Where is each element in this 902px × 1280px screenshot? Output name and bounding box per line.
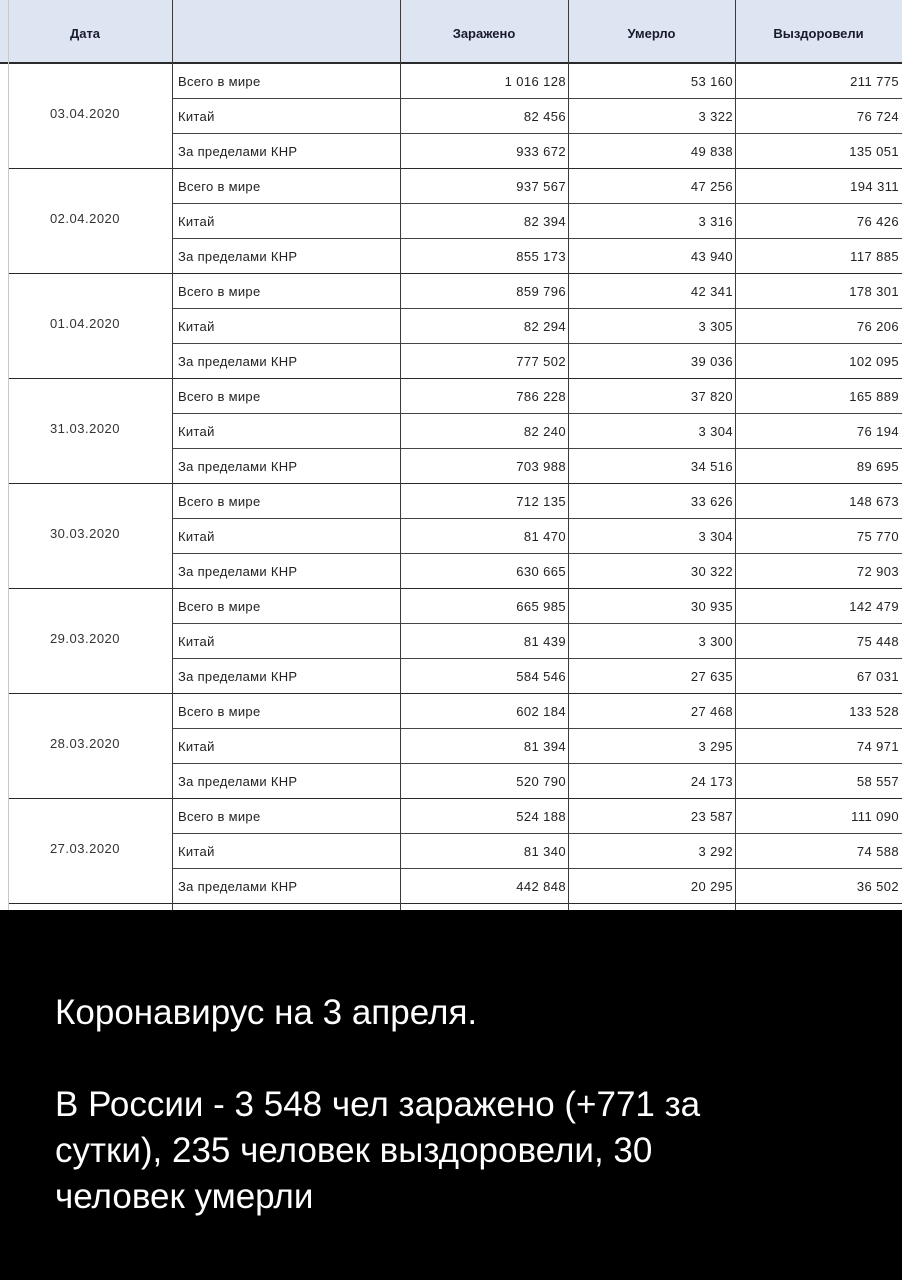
- row-label: Всего в мире: [178, 284, 261, 299]
- died-value: 3 305: [698, 319, 733, 334]
- table-row: [172, 764, 902, 799]
- row-label: За пределами КНР: [178, 144, 298, 159]
- recovered-value: 142 479: [849, 599, 899, 614]
- died-value: 27 468: [690, 704, 733, 719]
- died-value: 3 292: [698, 844, 733, 859]
- recovered-value: 178 301: [849, 284, 899, 299]
- header-date: Дата: [69, 26, 101, 41]
- grid-line: [568, 0, 569, 910]
- died-value: 49 838: [690, 144, 733, 159]
- group-date: 29.03.2020: [49, 631, 121, 646]
- row-label: За пределами КНР: [178, 564, 298, 579]
- date-group: [0, 799, 902, 904]
- recovered-value: 36 502: [856, 879, 899, 894]
- group-divider: [8, 903, 902, 904]
- died-value: 33 626: [690, 494, 733, 509]
- row-label: За пределами КНР: [178, 879, 298, 894]
- infected-value: 442 848: [516, 879, 566, 894]
- infected-value: 81 439: [523, 634, 566, 649]
- infected-value: 82 240: [523, 424, 566, 439]
- died-value: 20 295: [690, 879, 733, 894]
- died-value: 24 173: [690, 774, 733, 789]
- row-label: Всего в мире: [178, 704, 261, 719]
- infected-value: 859 796: [516, 284, 566, 299]
- row-label: Всего в мире: [178, 179, 261, 194]
- group-date: 31.03.2020: [49, 421, 121, 436]
- infected-value: 81 470: [523, 529, 566, 544]
- header-recovered: Выздоровели: [773, 26, 864, 41]
- recovered-value: 76 426: [856, 214, 899, 229]
- table-row: [172, 239, 902, 274]
- table-row: [172, 694, 902, 729]
- infected-value: 855 173: [516, 249, 566, 264]
- recovered-value: 135 051: [849, 144, 899, 159]
- row-label: Китай: [178, 319, 215, 334]
- infected-value: 933 672: [516, 144, 566, 159]
- died-value: 23 587: [690, 809, 733, 824]
- table-header: [0, 0, 902, 64]
- table-row: [172, 624, 902, 659]
- group-date: 01.04.2020: [49, 316, 121, 331]
- table-row: [172, 169, 902, 204]
- died-value: 3 300: [698, 634, 733, 649]
- table-row: [172, 414, 902, 449]
- row-label: Всего в мире: [178, 809, 261, 824]
- died-value: 3 304: [698, 424, 733, 439]
- recovered-value: 133 528: [849, 704, 899, 719]
- recovered-value: 67 031: [856, 669, 899, 684]
- recovered-value: 75 448: [856, 634, 899, 649]
- date-group: [0, 379, 902, 484]
- infected-value: 703 988: [516, 459, 566, 474]
- row-label: За пределами КНР: [178, 774, 298, 789]
- table-row: [172, 484, 902, 519]
- infected-value: 524 188: [516, 809, 566, 824]
- infected-value: 665 985: [516, 599, 566, 614]
- recovered-value: 89 695: [856, 459, 899, 474]
- recovered-value: 165 889: [849, 389, 899, 404]
- died-value: 3 322: [698, 109, 733, 124]
- recovered-value: 148 673: [849, 494, 899, 509]
- caption-line: человек умерли: [55, 1177, 314, 1216]
- date-group: [0, 484, 902, 589]
- group-date: 03.04.2020: [49, 106, 121, 121]
- infected-value: 81 340: [523, 844, 566, 859]
- recovered-value: 75 770: [856, 529, 899, 544]
- infected-value: 584 546: [516, 669, 566, 684]
- infected-value: 520 790: [516, 774, 566, 789]
- row-label: Китай: [178, 634, 215, 649]
- caption-line: В России - 3 548 чел заражено (+771 за: [55, 1085, 701, 1124]
- table-row: [172, 274, 902, 309]
- grid-line: [172, 0, 173, 910]
- recovered-value: 72 903: [856, 564, 899, 579]
- died-value: 30 322: [690, 564, 733, 579]
- table-row: [172, 134, 902, 169]
- died-value: 43 940: [690, 249, 733, 264]
- died-value: 39 036: [690, 354, 733, 369]
- table-row: [172, 99, 902, 134]
- date-group: [0, 64, 902, 169]
- died-value: 3 295: [698, 739, 733, 754]
- grid-line: [400, 0, 401, 910]
- caption-title: Коронавирус на 3 апреля.: [55, 993, 478, 1032]
- died-value: 27 635: [690, 669, 733, 684]
- table-row: [172, 659, 902, 694]
- group-date: 02.04.2020: [49, 211, 121, 226]
- recovered-value: 117 885: [850, 249, 899, 264]
- row-label: Китай: [178, 109, 215, 124]
- table-row: [172, 834, 902, 869]
- row-label: Всего в мире: [178, 389, 261, 404]
- died-value: 3 304: [698, 529, 733, 544]
- infected-value: 82 394: [523, 214, 566, 229]
- infected-value: 937 567: [516, 179, 566, 194]
- died-value: 34 516: [690, 459, 733, 474]
- recovered-value: 76 194: [856, 424, 899, 439]
- infected-value: 1 016 128: [504, 74, 566, 89]
- table-row: [172, 869, 902, 904]
- died-value: 47 256: [690, 179, 733, 194]
- date-group: [0, 694, 902, 799]
- infected-value: 82 456: [523, 109, 566, 124]
- row-label: Китай: [178, 214, 215, 229]
- table-row: [172, 64, 902, 99]
- row-label: За пределами КНР: [178, 459, 298, 474]
- row-label: Китай: [178, 529, 215, 544]
- row-label: Китай: [178, 424, 215, 439]
- row-label: Всего в мире: [178, 494, 261, 509]
- date-group: [0, 589, 902, 694]
- infected-value: 630 665: [516, 564, 566, 579]
- table-row: [172, 519, 902, 554]
- recovered-value: 194 311: [850, 179, 899, 194]
- row-label: Китай: [178, 739, 215, 754]
- died-value: 30 935: [690, 599, 733, 614]
- group-date: 30.03.2020: [49, 526, 121, 541]
- row-label: Всего в мире: [178, 599, 261, 614]
- recovered-value: 76 724: [856, 109, 899, 124]
- caption-line: сутки), 235 человек выздоровели, 30: [55, 1131, 653, 1170]
- row-label: За пределами КНР: [178, 669, 298, 684]
- table-row: [172, 379, 902, 414]
- table-row: [172, 729, 902, 764]
- infected-value: 82 294: [523, 319, 566, 334]
- recovered-value: 102 095: [849, 354, 899, 369]
- table-row: [172, 554, 902, 589]
- group-date: 28.03.2020: [49, 736, 121, 751]
- header-died: Умерло: [627, 26, 676, 41]
- date-group: [0, 274, 902, 379]
- row-label: Всего в мире: [178, 74, 261, 89]
- infected-value: 81 394: [523, 739, 566, 754]
- died-value: 42 341: [690, 284, 733, 299]
- infected-value: 786 228: [516, 389, 566, 404]
- infected-value: 712 135: [516, 494, 566, 509]
- grid-line: [735, 0, 736, 910]
- caption: [55, 990, 855, 1220]
- died-value: 53 160: [690, 74, 733, 89]
- header-infected: Заражено: [452, 26, 516, 41]
- recovered-value: 74 971: [856, 739, 899, 754]
- table-row: [172, 309, 902, 344]
- table-row: [172, 344, 902, 379]
- grid-line: [8, 0, 9, 910]
- died-value: 3 316: [698, 214, 733, 229]
- infected-value: 602 184: [516, 704, 566, 719]
- group-date: 27.03.2020: [49, 841, 121, 856]
- table-row: [172, 799, 902, 834]
- died-value: 37 820: [690, 389, 733, 404]
- row-label: За пределами КНР: [178, 249, 298, 264]
- table-row: [172, 449, 902, 484]
- row-label: Китай: [178, 844, 215, 859]
- table-row: [172, 589, 902, 624]
- recovered-value: 76 206: [856, 319, 899, 334]
- recovered-value: 58 557: [856, 774, 899, 789]
- recovered-value: 211 775: [850, 74, 899, 89]
- recovered-value: 111 090: [851, 809, 899, 824]
- recovered-value: 74 588: [856, 844, 899, 859]
- infected-value: 777 502: [516, 354, 566, 369]
- date-group: [0, 169, 902, 274]
- table-row: [172, 204, 902, 239]
- row-label: За пределами КНР: [178, 354, 298, 369]
